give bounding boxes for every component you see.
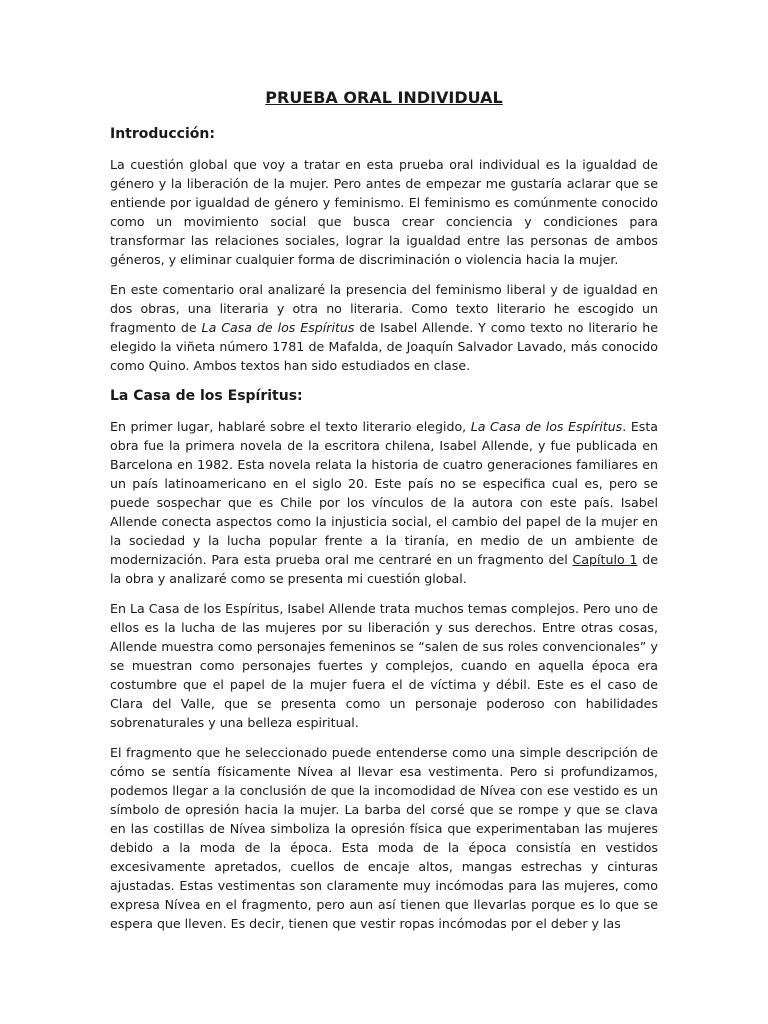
intro-paragraph-2 <box>110 280 658 375</box>
document-title: PRUEBA ORAL INDIVIDUAL <box>265 88 503 107</box>
intro-paragraph-1: La cuestión global que voy a tratar en esta prueba oral individual es la igualdad de género y la liberación de la mujer. Pero antes de empezar me gustaría aclarar que se entiende por igualdad de género y feminismo. El feminismo es comúnmente conocido como un movimiento social que busca crear conciencia y condiciones para transformar las relaciones sociales, lograr la igualdad entre las personas de ambos géneros, y eliminar cualquier forma de discriminación o violencia hacia la mujer. <box>110 157 658 267</box>
text-run: de Isabel Allende. Y como texto no literario he elegido la viñeta número 1781 de Mafalda, de Joaquín Salvador Lavado, más conocido como Quino. Ambos textos han sido estudiados en clase. <box>110 320 659 373</box>
section-paragraph-3: El fragmento que he seleccionado puede entenderse como una simple descripción de cómo se sentía físicamente Nívea al llevar esa vestimenta. Pero si profundizamos, podemos llegar a la conclusión de que la incomodidad de Nívea con ese vestido es un símbolo de opresión hacia la mujer. La barba del corsé que se rompe y que se clava en las costillas de Nívea simboliza la opresión física que experimentaban las mujeres debido a la moda de la época. Esta moda de la época consistía en vestidos excesivamente apretados, cuellos de encaje altos, mangas estrechas y cinturas ajustadas. Estas vestimentas son claramente muy incómodas para las mujeres, como expresa Nívea en el fragmento, pero aun así tienen que llevarlas porque es lo que se espera que lleven. Es decir, tienen que vestir ropas incómodas por el deber y las <box>110 745 658 931</box>
text-run: En este comentario oral analizaré la presencia del feminismo liberal y de igualdad en dos obras, una literaria y otra no literaria. Como texto literario he escogido un fragmento de <box>110 282 658 335</box>
section-paragraph-1 <box>110 417 658 588</box>
chapter-reference: Capítulo 1 <box>572 552 638 567</box>
section-heading: La Casa de los Espíritus: <box>110 388 303 404</box>
text-run: de la obra y analizaré como se presenta mi cuestión global. <box>110 552 658 586</box>
book-title-italic: La Casa de los Espíritus <box>470 419 623 434</box>
text-run: En primer lugar, hablaré sobre el texto literario elegido, <box>110 419 471 434</box>
text-run: . Esta obra fue la primera novela de la escritora chilena, Isabel Allende, y fue publicada en Barcelona en 1982. Esta novela relata la historia de cuatro generaciones familiares en un país latinoamericano en el siglo 20. Este país no se especifica cual es, pero se puede sospechar que es Chile por los vínculos de la autora con este país. Isabel Allende conecta aspectos como la injusticia social, el cambio del papel de la mujer en la sociedad y la lucha popular frente a la tiranía, en medio de un ambiente de modernización. Para esta prueba oral me centraré en un fragmento del <box>110 419 658 567</box>
book-title-italic: La Casa de los Espíritus <box>201 320 355 335</box>
document-page <box>110 86 658 944</box>
intro-heading: Introducción: <box>110 126 215 142</box>
section-paragraph-2: En La Casa de los Espíritus, Isabel Allende trata muchos temas complejos. Pero uno de ellos es la lucha de las mujeres por su liberación y sus derechos. Entre otras cosas, Allende muestra como personajes femeninos se “salen de sus roles convencionales” y se muestran como personajes fuertes y complejos, cuando en aquella época era costumbre que el papel de la mujer fuera el de víctima y débil. Este es el caso de Clara del Valle, que se presenta como un personaje poderoso con habilidades sobrenaturales y una belleza espiritual. <box>110 601 658 730</box>
